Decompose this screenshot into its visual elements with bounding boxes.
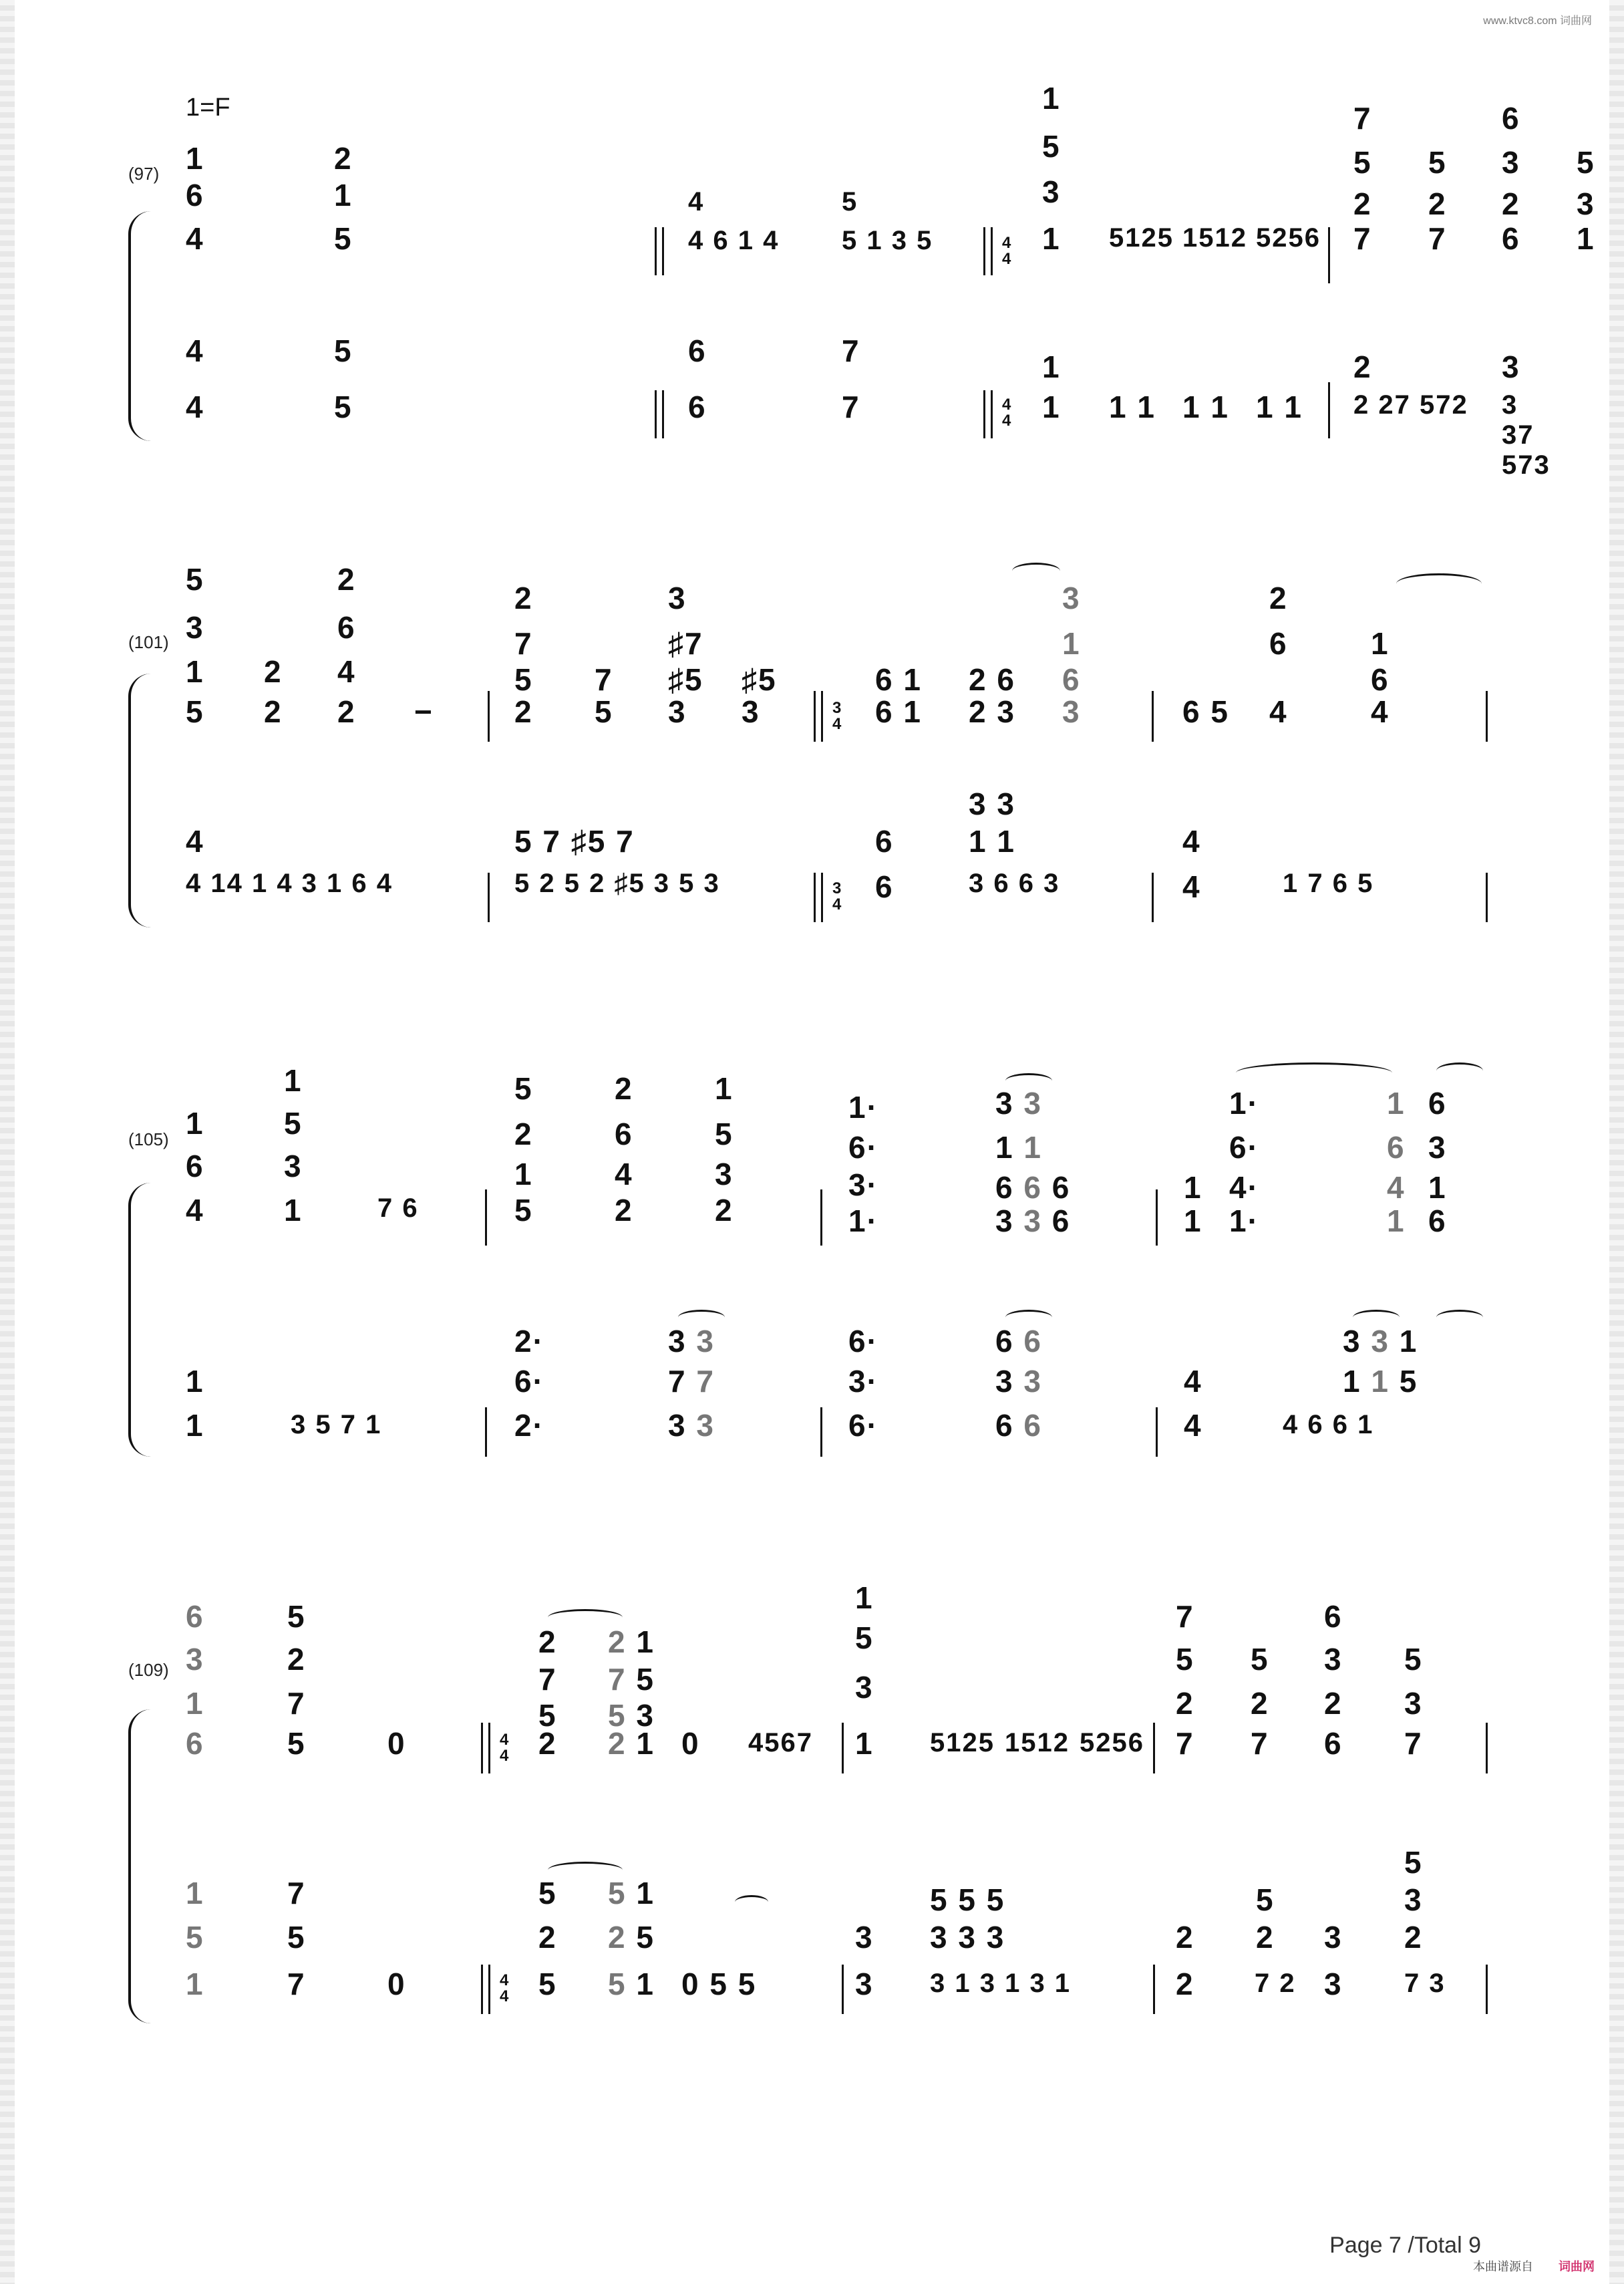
- system-brace-105: [128, 1183, 154, 1457]
- system-109-bass: 1 5 1 7 5 7 0 4 4 5 2 5 5 1 2 5 5 1 0 5 5 3 3 5 5 5 3 3 3 3 1 3 1 3 1 2 2 7 2 5 2 3 3 5 3 2 7 3: [174, 1818, 1496, 2031]
- system-brace-97: [128, 211, 154, 441]
- footer-brand: 词曲网: [1559, 2260, 1595, 2273]
- right-page-border: [1609, 0, 1624, 2284]
- measure-number-105: (105): [128, 1129, 169, 1149]
- footer-source-label: 本曲谱源自: [1473, 2260, 1533, 2273]
- system-105-bass: 1 1 3 5 7 1 2· 6· 2· 3 3 7 7 3 3 6· 3· 6· 6 6 3 3 6 6 4 4 4 6 6 1 3 3 1 1 1 5: [174, 1303, 1496, 1517]
- measure-number-109: (109): [128, 1660, 169, 1680]
- system-101-bass: 4 4 14 1 4 3 1 6 4 5 7 ♯5 7 5 2 5 2 ♯5 3 5 3 3 4 6 6 3 3 1 1 3 6 6 3 4 4 1 7 6 5: [174, 775, 1496, 989]
- key-signature: 1=F: [186, 94, 230, 122]
- system-97: 1 6 4 2 1 5 4 4 6 1 4 5 5 1 3 5 4 4 1 5 3 1 5125 1512 5256 7 5 2 7 5 2 7 6 3 2 6 5 3 1: [174, 80, 1496, 294]
- footer-bar: [1473, 2257, 1595, 2275]
- system-brace-101: [128, 674, 154, 927]
- left-page-border: [0, 0, 15, 2284]
- system-brace-109: [128, 1709, 154, 2023]
- measure-number-101: (101): [128, 632, 169, 652]
- measure-number-97: (97): [128, 164, 160, 184]
- system-109: 6 3 1 6 5 2 7 5 0 4 4 2 7 5 2 2 1 7 5 5 3 2 1 0 4567 1 5 3 1 5125 1512 5256 7 5 2 7 5 2 7 6 3 2 6 5 3 7: [174, 1557, 1496, 1771]
- header-url: www.ktvc8.com 词曲网: [1483, 15, 1592, 27]
- page-counter: Page 7 /Total 9: [1329, 2233, 1481, 2258]
- system-97-bass: 4 4 5 5 6 6 7 7 4 4 1 1 1 1 1 1 1 1 2 2 27 572 3 3 37 573: [186, 333, 1551, 480]
- system-101: 5 3 1 5 2 2 2 6 4 2 − 2 7 5 2 7 5 3 ♯7 ♯5 3 ♯5 3 3 4 6 1 6 1 2 6 2 3 3 1 6 3 6 5 2 6 4 1 6 4: [174, 561, 1496, 775]
- system-105: 1 6 4 1 5 3 1 7 6 5 2 1 5 2 6 4 2 1 5 3 2 1· 6· 3· 1· 3 3 1 1 6 6 6 3 3 6 1 1 1· 6· 4· 1· 1 6 4 1 6 3 1 6: [174, 1042, 1496, 1256]
